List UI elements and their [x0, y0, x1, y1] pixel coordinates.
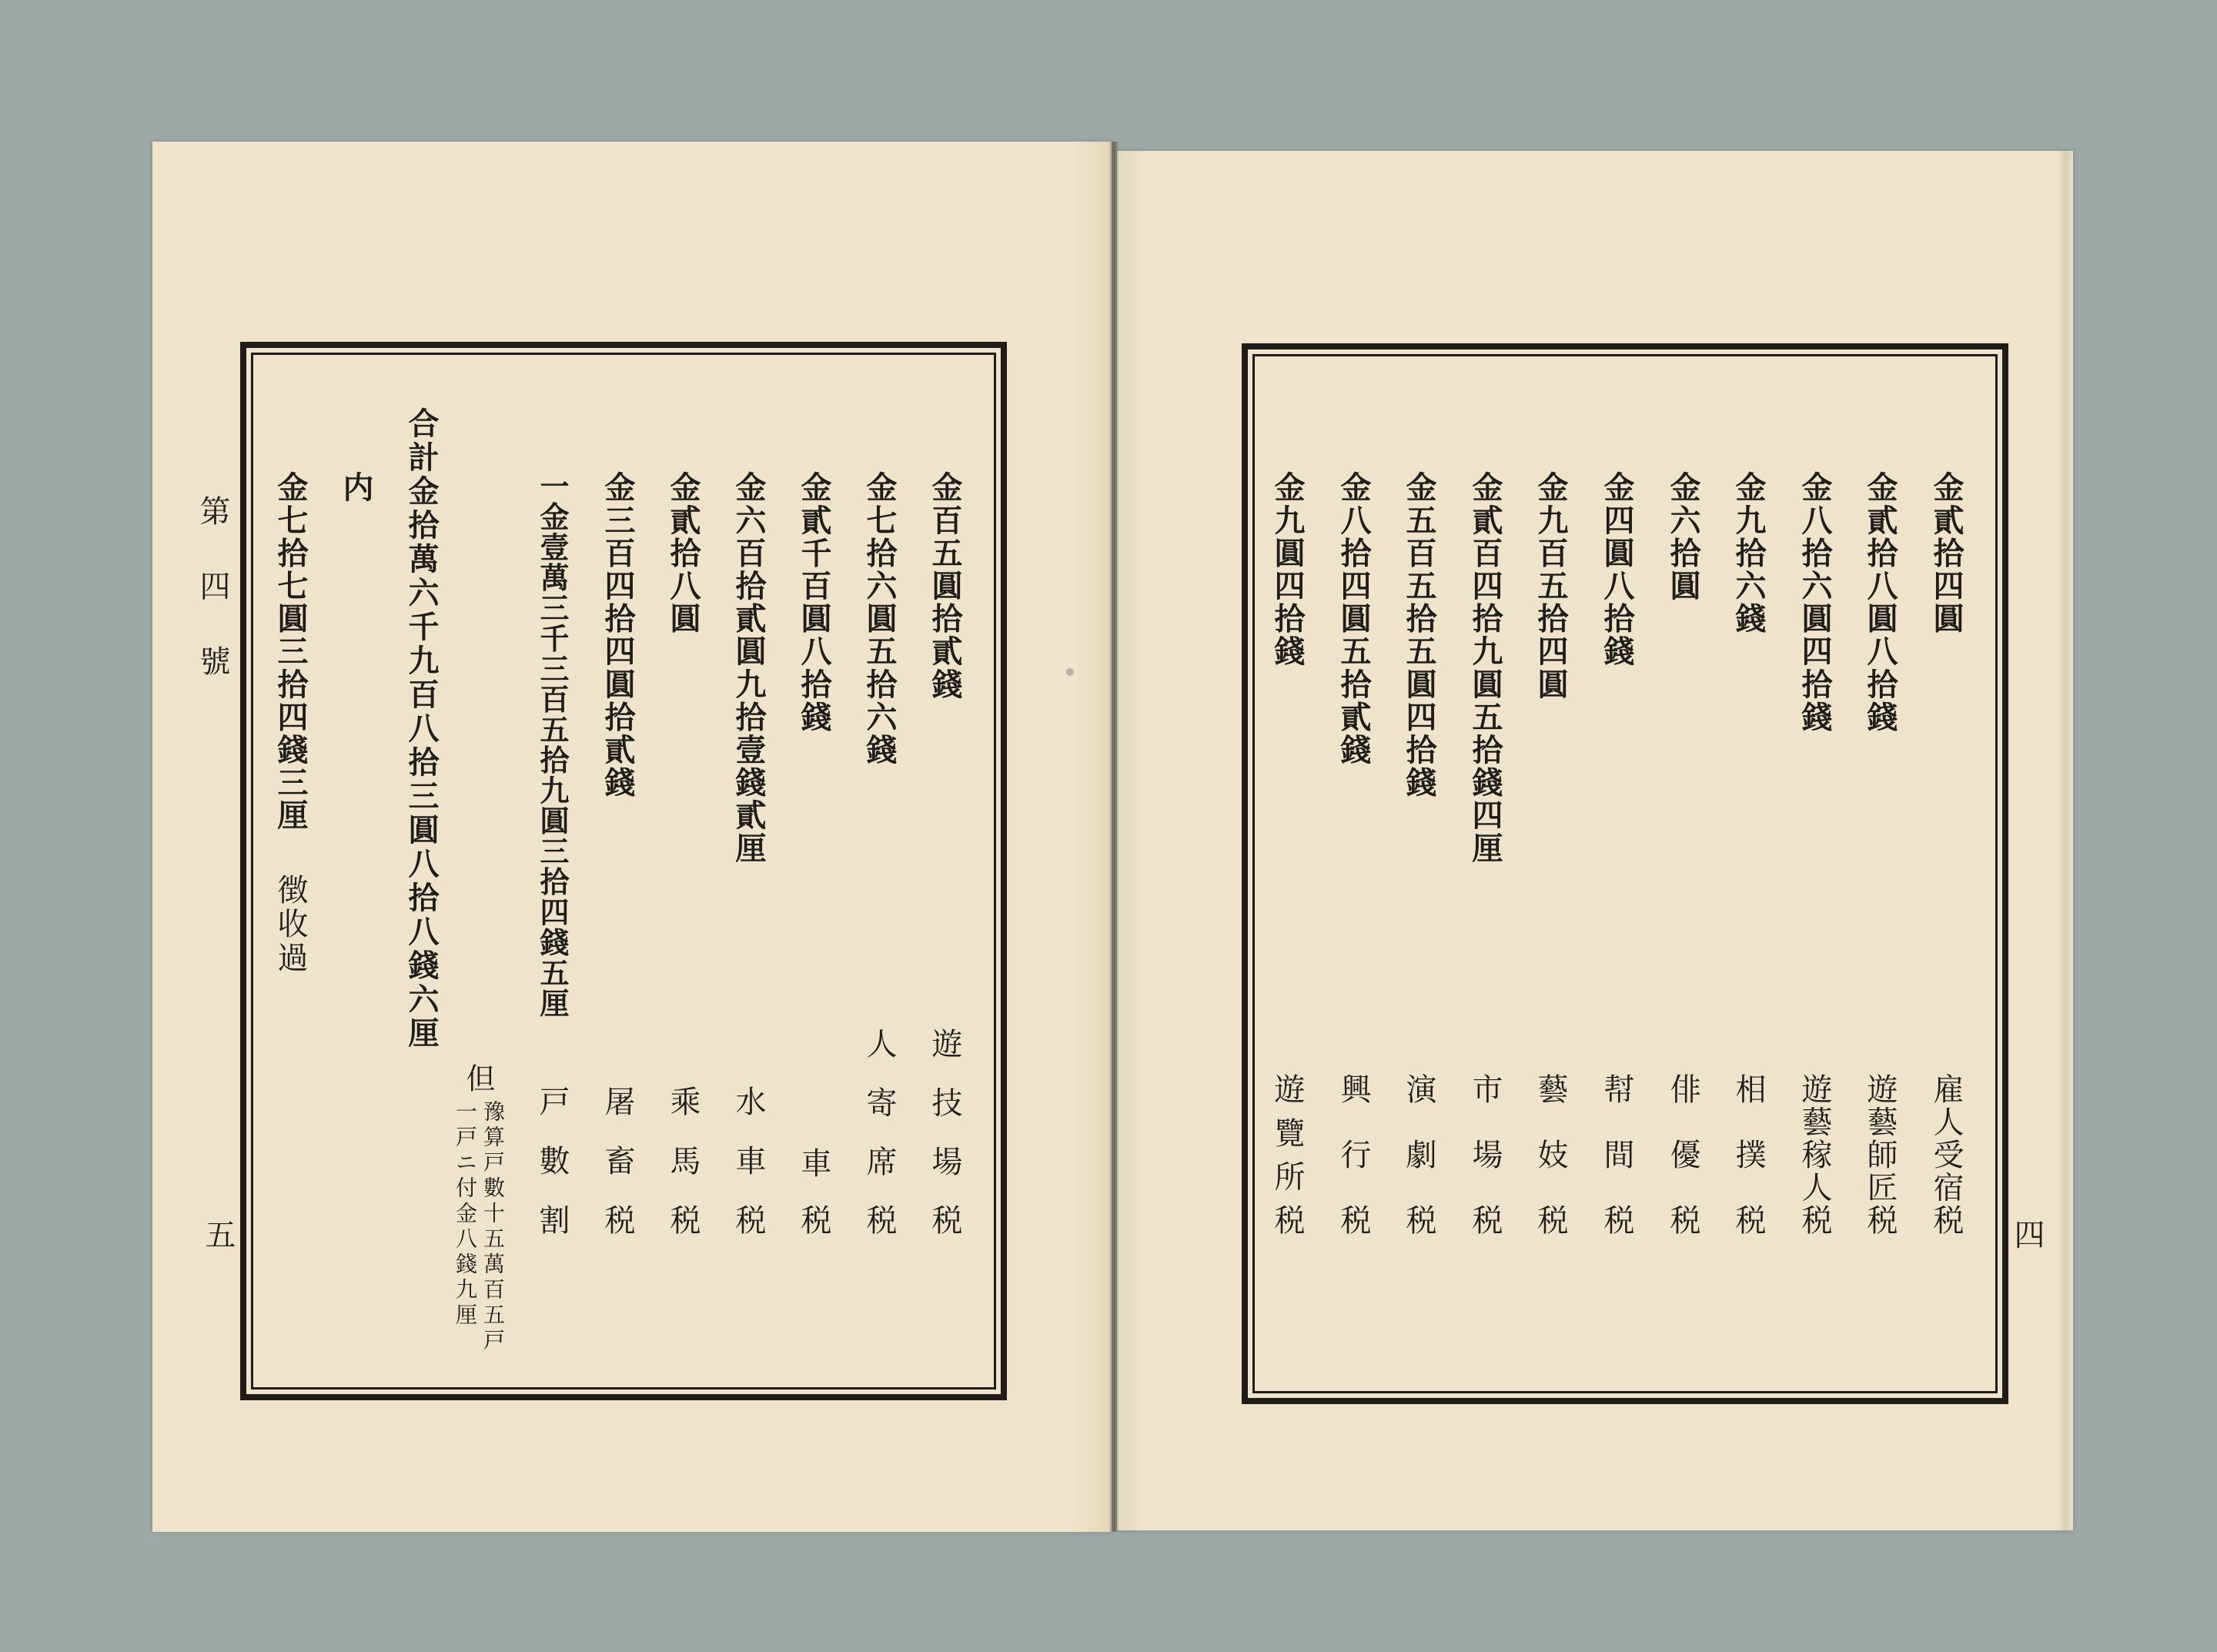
tax-amount: 金貳千百圓八拾錢: [796, 471, 832, 734]
tax-amount: 金九拾六錢: [1730, 471, 1767, 635]
of-which-label: 内: [338, 471, 374, 504]
tax-amount: 金貳拾四圓: [1928, 471, 1965, 635]
tax-name: 藝妓税: [1533, 1073, 1568, 1235]
tax-amount: 金九圓四拾錢: [1269, 471, 1306, 668]
collected-note: 徴收過: [273, 874, 308, 975]
tax-amount: 金三百四拾四圓拾貳錢: [600, 471, 636, 799]
tax-name: 興行税: [1336, 1073, 1371, 1235]
tax-amount: 金八拾六圓四拾錢: [1797, 471, 1833, 734]
household-levy-note-line: 一戸ニ付金八錢九厘: [453, 1100, 478, 1329]
book-gutter: [1108, 142, 1119, 1532]
tax-name: 俳優税: [1665, 1073, 1700, 1235]
household-levy-note-line: 豫算戸數十五萬百五戸: [480, 1100, 506, 1354]
tax-amount: 金貳百四拾九圓五拾錢四厘: [1467, 471, 1503, 865]
tax-name: 遊覽所税: [1269, 1073, 1305, 1235]
page-number: 四: [2009, 1219, 2045, 1249]
left-page: [152, 142, 1112, 1532]
tax-amount: 金九百五拾四圓: [1533, 471, 1569, 701]
tax-name: 乘馬税: [665, 1085, 701, 1235]
tax-name: 屠畜税: [600, 1085, 635, 1235]
household-levy-amount: 一金壹萬三千三百五拾九圓三拾四錢五厘: [535, 471, 570, 1018]
tax-amount: 金五百五拾五圓四拾錢: [1401, 471, 1437, 799]
document-number: 第四號: [195, 495, 230, 676]
tax-name: 演劇税: [1401, 1073, 1436, 1235]
household-levy-note-mark: 但: [461, 1063, 495, 1092]
binding-hole: [1066, 668, 1074, 676]
tax-name: 雇人受宿税: [1928, 1073, 1964, 1235]
tax-name: 幇間税: [1599, 1073, 1634, 1235]
tax-name: 遊藝師匠税: [1862, 1073, 1898, 1235]
tax-amount: 金貳拾八圓: [665, 471, 701, 635]
tax-amount: 金七拾六圓五拾六錢: [861, 471, 898, 767]
tax-amount: 金貳拾八圓八拾錢: [1862, 471, 1898, 734]
household-levy-name: 戸數割: [534, 1085, 570, 1235]
tax-name: 市場税: [1467, 1073, 1503, 1235]
tax-name: 人寄席税: [861, 1028, 897, 1235]
tax-amount: 金六百拾貳圓九拾壹錢貳厘: [731, 471, 767, 865]
tax-name: 遊藝稼人税: [1797, 1073, 1832, 1235]
tax-amount: 金四圓八拾錢: [1599, 471, 1635, 668]
tax-name: 車税: [796, 1147, 831, 1235]
tax-name: 遊技場税: [927, 1028, 962, 1235]
tax-amount: 金百五圓拾貳錢: [927, 471, 963, 701]
tax-amount: 金六拾圓: [1665, 471, 1701, 603]
grand-total: 合計金拾萬六千九百八拾三圓八拾八錢六厘: [403, 407, 440, 1051]
right-page: [1117, 151, 2073, 1530]
page-number: 五: [200, 1219, 236, 1249]
tax-name: 相撲税: [1730, 1073, 1766, 1235]
collected-amount: 金七拾七圓三拾四錢三厘: [273, 471, 309, 832]
tax-amount: 金八拾四圓五拾貳錢: [1336, 471, 1372, 767]
tax-name: 水車税: [731, 1085, 766, 1235]
